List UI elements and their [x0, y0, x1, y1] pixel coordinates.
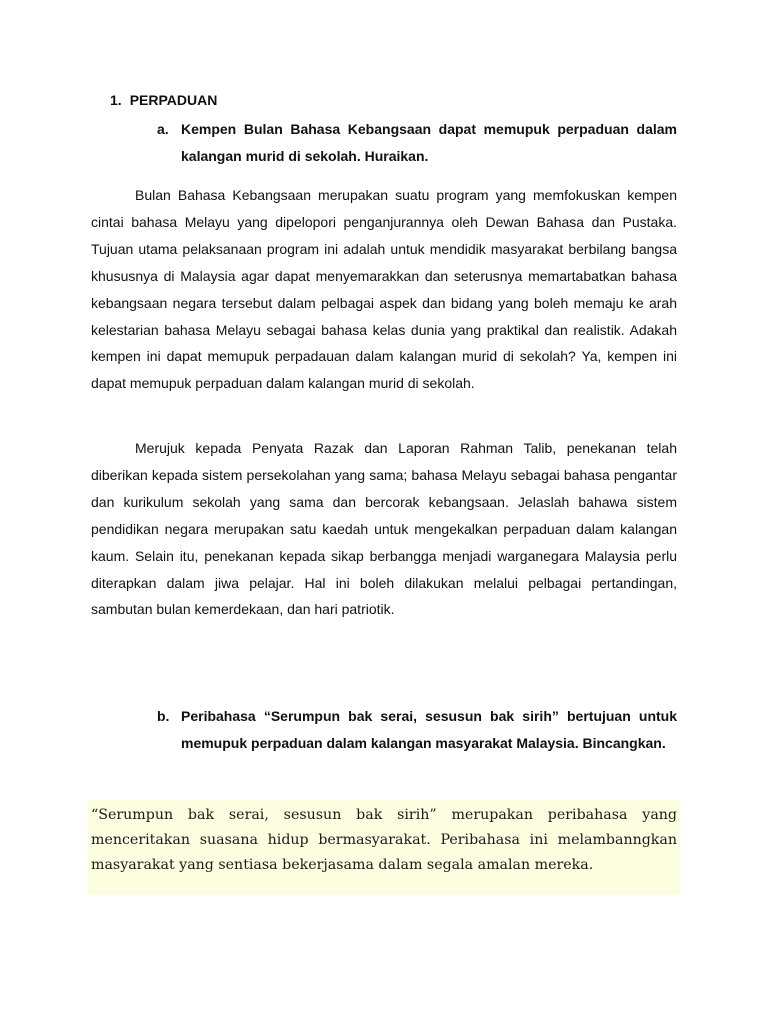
question-b — [157, 703, 677, 757]
question-a-marker: a. — [157, 121, 169, 137]
section-number: 1. — [110, 92, 122, 108]
answer-a-paragraph-1: Bulan Bahasa Kebangsaan merupakan suatu program yang memfokuskan kempen cintai bahasa Melayu yang dipelopori penganjurannya oleh Dewan Bahasa dan Pustaka. Tujuan utama pelaksanaan program ini adalah untuk mendidik masyarakat berbilang bangsa khususnya di Malaysia agar dapat menyemarakkan dan seterusnya memartabatkan bahasa kebangsaan negara tersebut dalam pelbagai aspek dan bidang yang boleh memaju ke arah kelestarian bahasa Melayu sebagai bahasa kelas dunia yang praktikal dan realistik. Adakah kempen ini dapat memupuk perpadauan dalam kalangan murid di sekolah? Ya, kempen ini dapat memupuk perpaduan dalam kalangan murid di sekolah. — [91, 187, 677, 392]
question-b-text: Peribahasa “Serumpun bak serai, sesusun bak sirih” bertujuan untuk memupuk perpaduan dalam kalangan masyarakat Malaysia. Bincangkan. — [181, 708, 677, 751]
section-title: PERPADUAN — [129, 92, 218, 108]
answer-b-paragraph: “Serumpun bak serai, sesusun bak sirih” merupakan peribahasa yang menceritakan suasana hidup bermasyarakat. Peribahasa ini melambanngkan masyarakat yang sentiasa bekerjasama dalam segala amalan mereka. — [91, 807, 677, 873]
question-b-marker: b. — [157, 708, 170, 724]
section-heading — [110, 92, 217, 108]
question-a-text: Kempen Bulan Bahasa Kebangsaan dapat memupuk perpaduan dalam kalangan murid di sekolah. Huraikan. — [181, 121, 677, 164]
question-a — [157, 116, 677, 170]
answer-a-paragraph-2: Merujuk kepada Penyata Razak dan Laporan Rahman Talib, penekanan telah diberikan kepada sistem persekolahan yang sama; bahasa Melayu sebagai bahasa pengantar dan kurikulum sekolah yang sama dan bercorak kebangsaan. Jelaslah bahawa sistem pendidikan negara merupakan satu kaedah untuk mengekalkan perpaduan dalam kalangan kaum. Selain itu, penekanan kepada sikap berbangga menjadi warganegara Malaysia perlu diterapkan dalam jiwa pelajar. Hal ini boleh dilakukan melalui pelbagai pertandingan, sambutan bulan kemerdekaan, dan hari patriotik. — [91, 440, 677, 618]
